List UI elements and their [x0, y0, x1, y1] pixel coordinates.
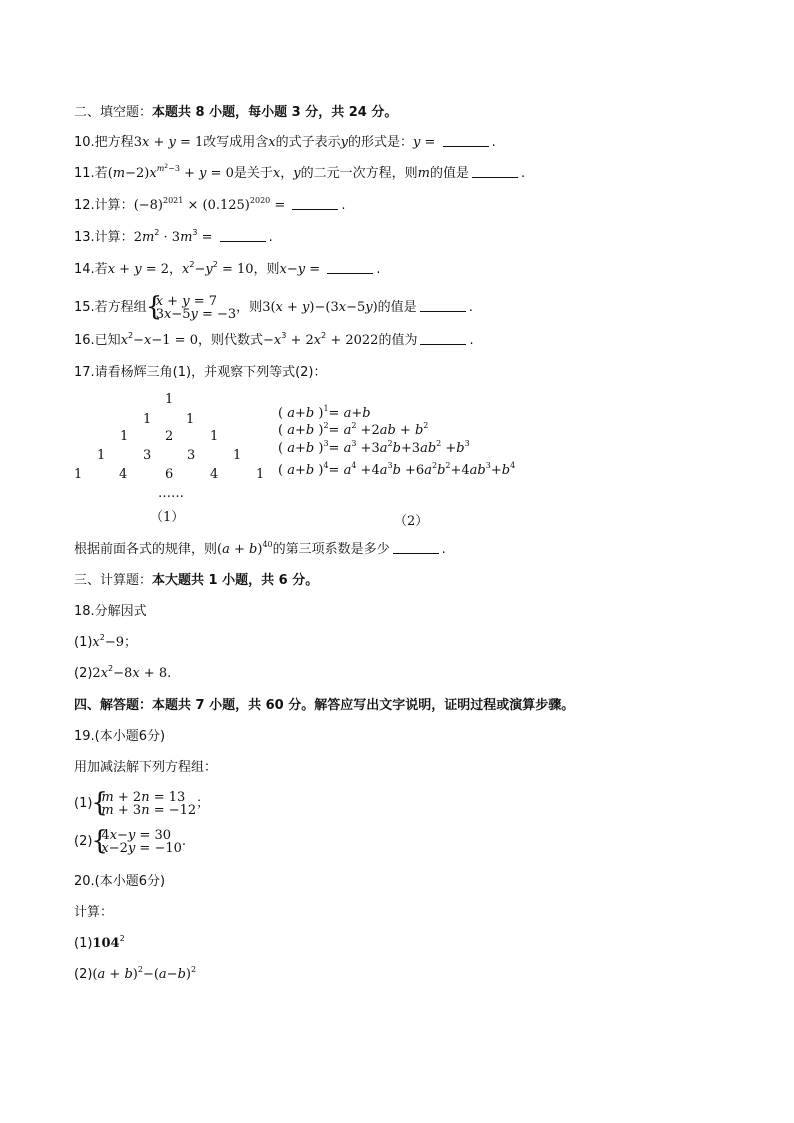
expansion-1: ( a+b )$^1$= a+b	[278, 404, 371, 421]
question-20-part-1: $(1)104^2$	[74, 934, 125, 951]
answer-blank[interactable]	[292, 198, 338, 210]
section-4-heading: 四、解答题：本题共 7 小题，共 60 分。解答应写出文字说明，证明过程或演算步骤。	[74, 698, 575, 713]
question-12: 12.计算：$(-8)^{2021} \times (0.125)^{2020}$ = .	[74, 196, 346, 213]
question-20-title: 20.(本小题6分)	[74, 874, 166, 889]
question-17: 17.请看杨辉三角(1)，并观察下列等式(2)：	[74, 365, 327, 380]
expansion-3: ( a+b )$^3= a^3 +3a^2b+3ab^2 +b^3$	[278, 439, 470, 456]
answer-blank[interactable]	[420, 300, 466, 312]
question-18-part-2: $(2)2x^2-8x + 8$.	[74, 664, 172, 681]
equation-system: { 4x−y = 30 x−2y = −10	[92, 829, 181, 855]
question-20-part-2: $(2)(a + b)^2-(a-b)^2$	[74, 965, 197, 982]
equation-system: { m + 2n = 13 m + 3n = −12	[92, 791, 196, 817]
answer-blank[interactable]	[472, 166, 518, 178]
answer-blank[interactable]	[443, 135, 489, 147]
question-19-instruction: 用加减法解下列方程组：	[74, 760, 218, 775]
question-11: 11.若$(m-2)x^{m^2-3} + y = 0$是关于x，y的二元一次方程，则m的值是 .	[74, 163, 526, 181]
question-17-tail: 根据前面各式的规律，则$(a + b)^{40}$的第三项系数是多少 .	[74, 540, 446, 557]
question-20-instruction: 计算：	[74, 905, 114, 920]
question-19-part-2: (2){ 4x−y = 30 x−2y = −10.	[74, 828, 186, 856]
answer-blank[interactable]	[220, 230, 266, 242]
answer-blank[interactable]	[393, 542, 439, 554]
question-18-title: 18.分解因式	[74, 604, 147, 619]
section-2-heading: 二、填空题：本题共 8 小题，每小题 3 分，共 24 分。	[74, 105, 398, 120]
question-19-title: 19.(本小题6分)	[74, 729, 166, 744]
question-19-part-1: (1){ m + 2n = 13 m + 3n = −12；	[74, 790, 209, 818]
exam-page: 二、填空题：本题共 8 小题，每小题 3 分，共 24 分。 10.把方程3x + y = 1改写成用含x的式子表示y的形式是：y = . 11.若$(m-2)x^{m^2-3} + y = 0$是关于x，y的二元一次方程，则m的值是 . 12.计算：$(-8)^{2021} \times (0.125)^{2020}$ = . 13.计算：$2m^2 \cdot 3m^3$ = . 14.若x + y = 2，$x^2-y^2 = 10$，则x−y = . 15.若方程组{ x + y = 7 3x−5y = −3，则3(x + y)−(3x−5y)的值是 . 16.已知$x^2-x-1 = 0$，则代数式$-x^3 + 2x^2 + 2022$的值为 . 17.请看杨辉三角(1)，并观察下列等式(2)： 1 1 1 1 2 1 1 3 3 1 1 4 6 4 1 …… （1） ( a+b )$^1$= a+b ( a+b )$^2= a^2 +2ab + b^2$ ( a+b )$^3= a^3 +3a^2b+3ab^2 +b^3$ ( a+b )$^4= a^4 +4a^3b +6a^2b^2+4ab^3+b^4$ （2） 根据前面各式的规律，则$(a + b)^{40}$的第三项系数是多少 . 三、计算题：本大题共 1 小题，共 6 分。 18.分解因式 $(1)x^2-9$； $(2)2x^2-8x + 8$. 四、解答题：本题共 7 小题，共 60 分。解答应写出文字说明，证明过程或演算步骤。 19.(本小题6分) 用加减法解下列方程组： (1){ m + 2n = 13 m + 3n = −12； (2){ 4x−y = 30 x−2y = −10. 20.(本小题6分) 计算： $(1)104^2$ $(2)(a + b)^2-(a-b)^2$	[0, 0, 794, 1123]
question-10: 10.把方程3x + y = 1改写成用含x的式子表示y的形式是：y = .	[74, 135, 496, 150]
question-18-part-1: $(1)x^2-9$；	[74, 633, 138, 650]
question-15: 15.若方程组{ x + y = 7 3x−5y = −3，则3(x + y)−(3x−5y)的值是 .	[74, 294, 473, 322]
section-3-heading: 三、计算题：本大题共 1 小题，共 6 分。	[74, 573, 319, 588]
question-13: 13.计算：$2m^2 \cdot 3m^3$ = .	[74, 228, 273, 245]
expansion-4: ( a+b )$^4= a^4 +4a^3b +6a^2b^2+4ab^3+b^4$	[278, 461, 516, 478]
answer-blank[interactable]	[327, 262, 373, 274]
question-14: 14.若x + y = 2，$x^2-y^2 = 10$，则x−y = .	[74, 260, 381, 277]
equation-system: { x + y = 7 3x−5y = −3	[147, 295, 236, 321]
answer-blank[interactable]	[420, 333, 466, 345]
expansion-2: ( a+b )$^2= a^2 +2ab + b^2$	[278, 421, 429, 438]
question-16: 16.已知$x^2-x-1 = 0$，则代数式$-x^3 + 2x^2 + 2022$的值为 .	[74, 331, 474, 348]
